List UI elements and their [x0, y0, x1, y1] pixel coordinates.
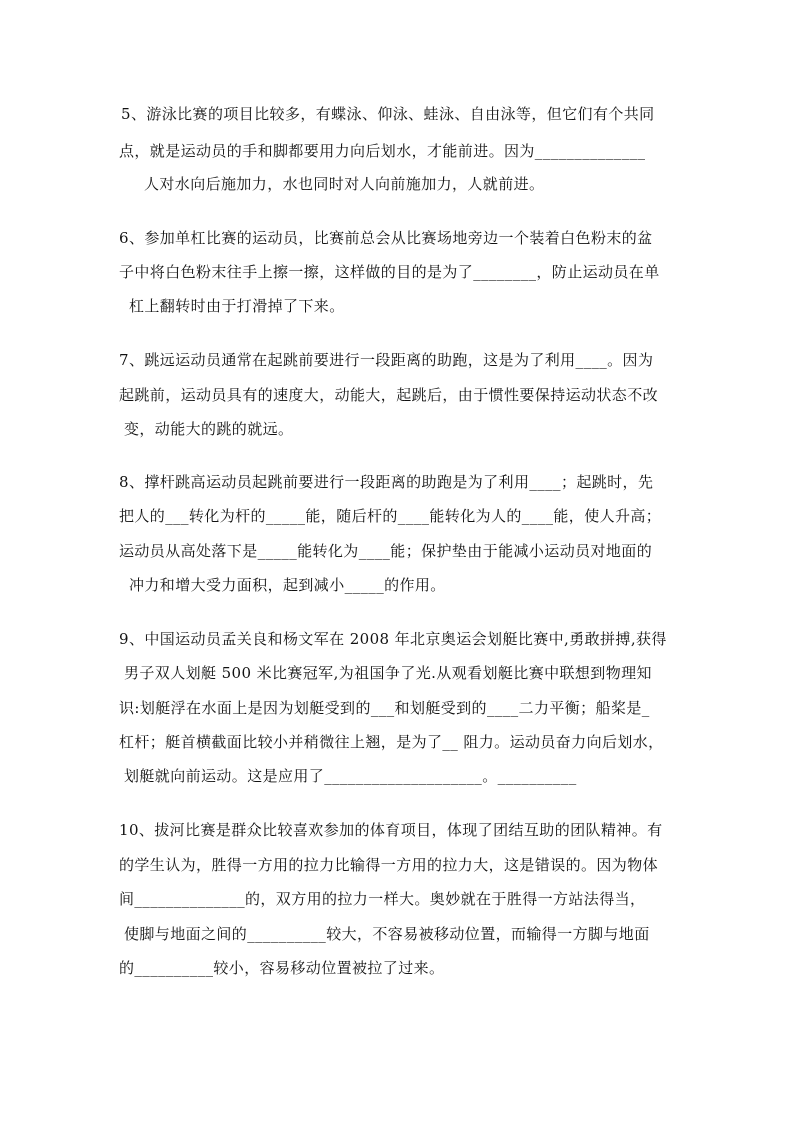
question-9-line-4: 杠杆；艇首横截面比较小并稍微往上翘，是为了__ 阻力。运动员奋力向后划水，: [119, 733, 664, 751]
question-7-line-2: 起跳前，运动员具有的速度大，动能大，起跳后，由于惯性要保持运动状态不改: [119, 386, 659, 404]
question-7-line-3: 变，动能大的跳的就远。: [124, 420, 294, 438]
question-8-line-4: 冲力和增大受力面积，起到减小_____的作用。: [129, 576, 446, 594]
question-9-line-1: 9、中国运动员孟关良和杨文军在 2008 年北京奥运会划艇比赛中,勇敢拼搏,获得: [119, 630, 667, 648]
question-6-line-2: 子中将白色粉末往手上擦一擦，这样做的目的是为了________，防止运动员在单: [119, 263, 660, 281]
question-9-line-5: 划艇就向前运动。这是应用了____________________。__________: [124, 767, 577, 785]
question-5-line-2: 点，就是运动员的手和脚都要用力向后划水，才能前进。因为______________: [119, 142, 646, 160]
question-9-line-2: 男子双人划艇 500 米比赛冠军,为祖国争了光.从观看划艇比赛中联想到物理知: [124, 664, 652, 682]
question-10-line-1: 10、拔河比赛是群众比较喜欢参加的体育项目，体现了团结互助的团队精神。有: [119, 821, 663, 839]
question-10-line-3: 间______________的，双方用的拉力一样大。奥妙就在于胜得一方站法得当，: [119, 890, 646, 908]
question-6-line-3: 杠上翻转时由于打滑掉了下来。: [129, 297, 345, 315]
question-8-line-1: 8、撑杆跳高运动员起跳前要进行一段距离的助跑是为了利用____；起跳时，先: [119, 473, 654, 491]
question-8-line-3: 运动员从高处落下是_____能转化为____能；保护垫由于能减小运动员对地面的: [119, 542, 653, 560]
question-5-line-1: 5、游泳比赛的项目比较多，有蝶泳、仰泳、蛙泳、自由泳等，但它们有个共同: [121, 105, 655, 123]
question-9-line-3: 识:划艇浮在水面上是因为划艇受到的___和划艇受到的____二力平衡；船桨是_: [119, 699, 650, 717]
question-6-line-1: 6、参加单杠比赛的运动员，比赛前总会从比赛场地旁边一个装着白色粉末的盆: [119, 229, 653, 247]
question-8-line-2: 把人的___转化为杆的_____能，随后杆的____能转化为人的____能，使人升高；: [119, 507, 662, 525]
question-5-line-3: 人对水向后施加力，水也同时对人向前施加力，人就前进。: [144, 175, 545, 193]
question-7-line-1: 7、跳远运动员通常在起跳前要进行一段距离的助跑，这是为了利用____。因为: [119, 351, 654, 369]
question-10-line-5: 的__________较小，容易移动位置被拉了过来。: [119, 959, 445, 977]
question-10-line-4: 使脚与地面之间的__________较大，不容易被移动位置，而输得一方脚与地面: [124, 925, 650, 943]
question-10-line-2: 的学生认为，胜得一方用的拉力比输得一方用的拉力大，这是错误的。因为物体: [119, 856, 659, 874]
